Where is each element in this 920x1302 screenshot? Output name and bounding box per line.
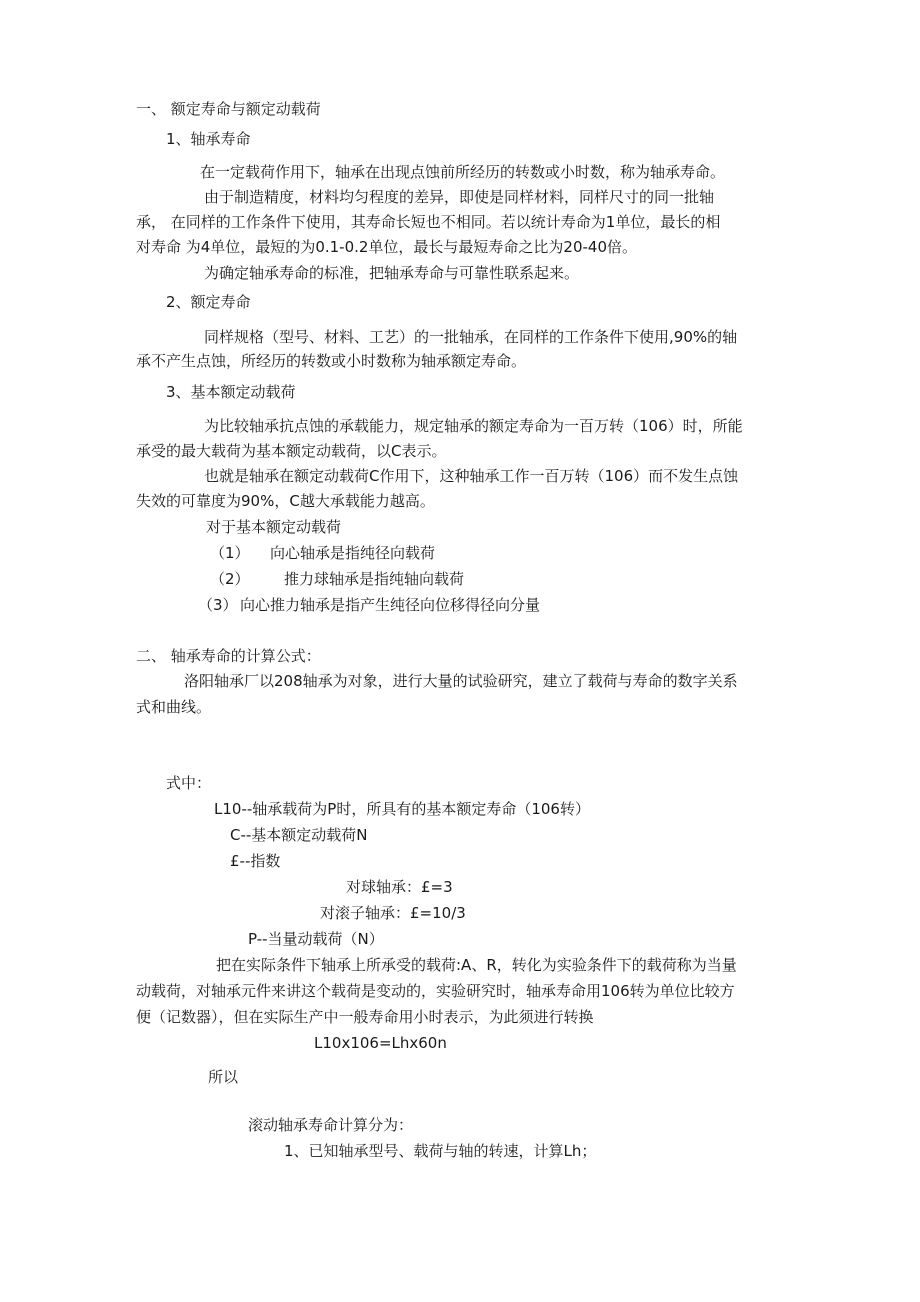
section2-intro-line-2: 式和曲线。 — [136, 698, 212, 716]
conversion-formula: L10x106=Lhx60n — [314, 1034, 447, 1052]
sub3-paragraph-2-line-1: 也就是轴承在额定动载荷C作用下，这种轴承工作一百万转（106）而不发生点蚀 — [204, 467, 739, 485]
calc-item-1: 1、已知轴承型号、载荷与轴的转速，计算Lh； — [284, 1142, 597, 1160]
def-epsilon: £--指数 — [230, 852, 281, 870]
def-l10: L10--轴承载荷为P时，所具有的基本额定寿命（106转） — [214, 800, 590, 818]
section1-heading: 一、 额定寿命与额定动载荷 — [136, 100, 321, 118]
def-c: C--基本额定动载荷N — [230, 826, 368, 844]
sub3-paragraph-1-line-1: 为比较轴承抗点蚀的承载能力，规定轴承的额定寿命为一百万转（106）时，所能 — [204, 417, 743, 435]
def-p: P--当量动载荷（N） — [248, 930, 384, 948]
list-item-text: 向心轴承是指纯径向载荷 — [270, 544, 436, 562]
list-item-text: 推力球轴承是指纯轴向载荷 — [284, 570, 465, 588]
sub3-paragraph-1-line-2: 承受的最大载荷为基本额定动载荷，以C表示。 — [136, 442, 447, 460]
list-item-text: 向心推力轴承是指产生纯径向位移得径向分量 — [240, 596, 541, 614]
sub1-paragraph-2-line-2: 承， 在同样的工作条件下使用，其寿命长短也不相同。若以统计寿命为1单位，最长的相 — [136, 213, 721, 231]
sub1-title: 1、轴承寿命 — [166, 130, 251, 148]
sub2-paragraph-line-2: 承不产生点蚀，所经历的转数或小时数称为轴承额定寿命。 — [136, 352, 527, 370]
sub3-paragraph-2-line-2: 失效的可靠度为90%，C越大承载能力越高。 — [136, 492, 435, 510]
list-item-number: （2） — [210, 570, 250, 588]
section2-paragraph-line-1: 把在实际条件下轴承上所承受的载荷:A、R，转化为实验条件下的载荷称为当量 — [216, 956, 737, 974]
sub1-paragraph-2-line-1: 由于制造精度，材料均匀程度的差异，即使是同样材料，同样尺寸的同一批轴 — [204, 188, 715, 206]
sub3-title: 3、基本额定动载荷 — [166, 383, 296, 401]
list-item-number: （1） — [210, 544, 250, 562]
sub1-paragraph-2-line-3: 对寿命 为4单位，最短的为0.1-0.2单位，最长与最短寿命之比为20-40倍。 — [136, 238, 638, 256]
list-item-number: （3） — [198, 596, 238, 614]
so-label: 所以 — [208, 1068, 239, 1086]
sub2-title: 2、额定寿命 — [166, 293, 251, 311]
section2-paragraph-line-2: 动载荷，对轴承元件来讲这个载荷是变动的，实验研究时，轴承寿命用106转为单位比较方 — [136, 982, 735, 1000]
def-ball-bearing: 对球轴承：£=3 — [346, 878, 453, 896]
section2-intro-line-1: 洛阳轴承厂以208轴承为对象，进行大量的试验研究，建立了载荷与寿命的数字关系 — [184, 672, 738, 690]
def-roller-bearing: 对滚子轴承：£=10/3 — [320, 904, 466, 922]
section2-heading: 二、 轴承寿命的计算公式： — [136, 647, 321, 665]
calc-title: 滚动轴承寿命计算分为： — [248, 1116, 414, 1134]
sub1-paragraph-1: 在一定载荷作用下，轴承在出现点蚀前所经历的转数或小时数，称为轴承寿命。 — [200, 163, 726, 181]
where-label: 式中： — [166, 774, 212, 792]
sub2-paragraph-line-1: 同样规格（型号、材料、工艺）的一批轴承，在同样的工作条件下使用,90%的轴 — [204, 328, 738, 346]
sub1-paragraph-3: 为确定轴承寿命的标准，把轴承寿命与可靠性联系起来。 — [204, 264, 580, 282]
sub3-list-title: 对于基本额定动载荷 — [206, 518, 342, 536]
section2-paragraph-line-3: 便（记数器），但在实际生产中一般寿命用小时表示，为此须进行转换 — [136, 1008, 594, 1026]
